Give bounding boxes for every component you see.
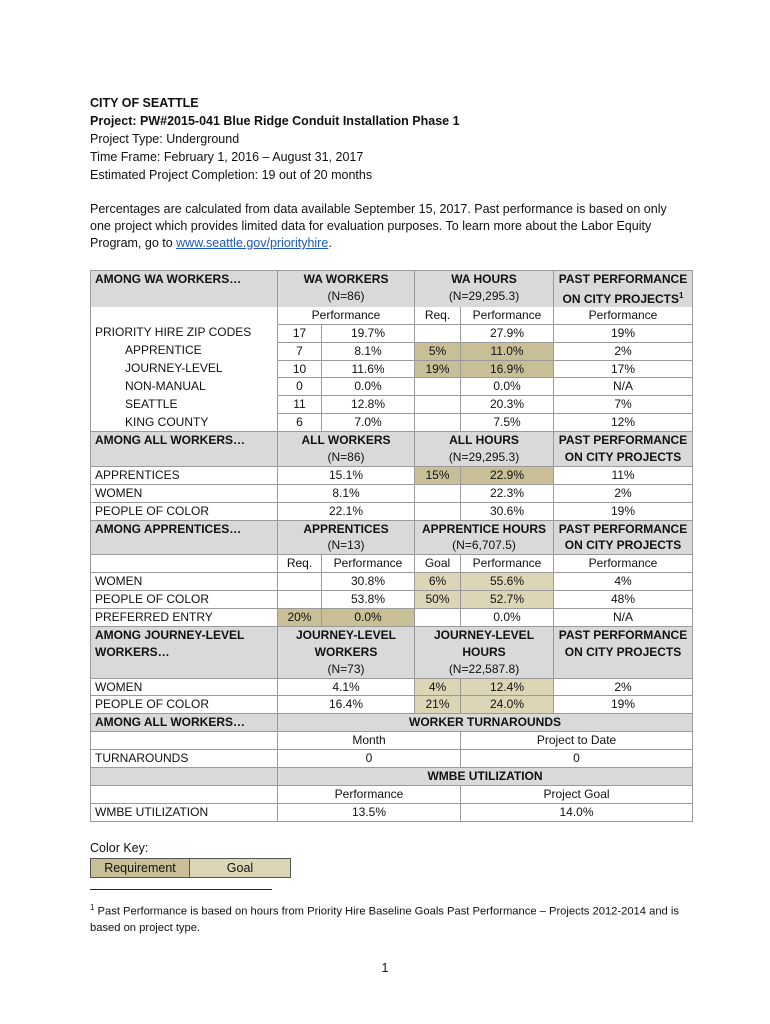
turn-subheader-row: Month Project to Date: [91, 732, 693, 750]
color-key: [90, 858, 291, 878]
table-row: PEOPLE OF COLOR 53.8% 50% 52.7% 48%: [91, 591, 693, 609]
footnote-divider: [90, 889, 272, 890]
wa-workers-n: (N=86): [278, 288, 415, 307]
table-row: APPRENTICE 7 8.1% 5% 11.0% 2%: [91, 342, 693, 360]
journey-header-row-2: WORKERS… WORKERS HOURS ON CITY PROJECTS: [91, 644, 693, 661]
appr-section-label: AMONG APPRENTICES…: [91, 520, 278, 537]
journey-header-row: AMONG JOURNEY-LEVEL JOURNEY-LEVEL JOURNEY-LEVEL PAST PERFORMANCE: [91, 626, 693, 643]
wa-header-row-2: [91, 288, 693, 307]
all-header-row-2: (N=86) (N=29,295.3) ON CITY PROJECTS: [91, 449, 693, 466]
key-goal: Goal: [190, 859, 291, 878]
wa-hours-title: WA HOURS: [415, 271, 554, 288]
wa-hours-perf-label: Performance: [461, 307, 554, 324]
wmbe-header-row: WMBE UTILIZATION: [91, 768, 693, 786]
project-title: Project: PW#2015-041 Blue Ridge Conduit Installation Phase 1: [90, 114, 460, 128]
color-key-label: Color Key:: [90, 841, 149, 855]
priority-hire-link[interactable]: www.seattle.gov/priorityhire: [176, 236, 329, 250]
table-row: KING COUNTY 6 7.0% 7.5% 12%: [91, 414, 693, 432]
appr-header-row-2: (N=13) (N=6,707.5) ON CITY PROJECTS: [91, 537, 693, 554]
labor-equity-table: [90, 270, 693, 822]
intro-text: Percentages are calculated from data available September 15, 2017. Past performance is based on only one project which provides limited data for evaluation purposes. To learn more about the Labor Equity Program, go to: [90, 202, 667, 250]
table-row: PEOPLE OF COLOR 16.4% 21% 24.0% 19%: [91, 696, 693, 714]
table-row: PREFERRED ENTRY 20% 0.0% 0.0% N/A: [91, 609, 693, 627]
table-row: TURNAROUNDS 0 0: [91, 750, 693, 768]
table-row: PEOPLE OF COLOR 22.1% 30.6% 19%: [91, 502, 693, 520]
table-row: WOMEN 30.8% 6% 55.6% 4%: [91, 573, 693, 591]
wa-workers-title: WA WORKERS: [278, 271, 415, 288]
table-row: WMBE UTILIZATION 13.5% 14.0%: [91, 803, 693, 821]
wa-workers-sub: Performance: [278, 307, 415, 324]
journey-header-row-3: (N=73) (N=22,587.8): [91, 661, 693, 678]
table-row: APPRENTICES 15.1% 15% 22.9% 11%: [91, 466, 693, 484]
time-frame: Time Frame: February 1, 2016 – August 31, 2017: [90, 150, 364, 164]
page-number: 1: [381, 961, 389, 975]
table-row: PRIORITY HIRE ZIP CODES 17 19.7% 27.9% 19%: [91, 324, 693, 342]
table-row: SEATTLE 11 12.8% 20.3% 7%: [91, 396, 693, 414]
wa-past-title-2: ON CITY PROJECTS$^1$: [554, 288, 693, 307]
project-type: Project Type: Underground: [90, 132, 240, 146]
intro-after: .: [328, 236, 332, 250]
turn-header-row: AMONG ALL WORKERS… WORKER TURNAROUNDS: [91, 714, 693, 732]
wa-header-row: [91, 271, 693, 288]
key-requirement: Requirement: [91, 859, 190, 878]
appr-header-row: AMONG APPRENTICES… APPRENTICES APPRENTICE HOURS PAST PERFORMANCE: [91, 520, 693, 537]
project-completion: Estimated Project Completion: 19 out of 20 months: [90, 168, 373, 182]
all-section-label: AMONG ALL WORKERS…: [91, 432, 278, 449]
wa-section-label: AMONG WA WORKERS…: [91, 271, 278, 288]
table-row: NON-MANUAL 0 0.0% 0.0% N/A: [91, 378, 693, 396]
wa-subheader-row: [91, 307, 693, 324]
intro-paragraph: [90, 201, 690, 252]
wmbe-subheader-row: Performance Project Goal: [91, 785, 693, 803]
table-row: JOURNEY-LEVEL 10 11.6% 19% 16.9% 17%: [91, 360, 693, 378]
org-name: CITY OF SEATTLE: [90, 96, 199, 110]
footnote: $^1$ Past Performance is based on hours from Priority Hire Baseline Goals Past Performance – Projects 2012-2014 and is based on project type.: [90, 903, 679, 934]
all-header-row: AMONG ALL WORKERS… ALL WORKERS ALL HOURS PAST PERFORMANCE: [91, 432, 693, 449]
wa-past-title: PAST PERFORMANCE: [554, 271, 693, 288]
table-row: WOMEN 8.1% 22.3% 2%: [91, 484, 693, 502]
wa-hours-req-label: Req.: [415, 307, 461, 324]
wa-past-sub: Performance: [554, 307, 693, 324]
wa-hours-n: (N=29,295.3): [415, 288, 554, 307]
table-row: WOMEN 4.1% 4% 12.4% 2%: [91, 678, 693, 696]
appr-subheader-row: Req. Performance Goal Performance Performance: [91, 555, 693, 573]
report-header: [90, 94, 690, 184]
